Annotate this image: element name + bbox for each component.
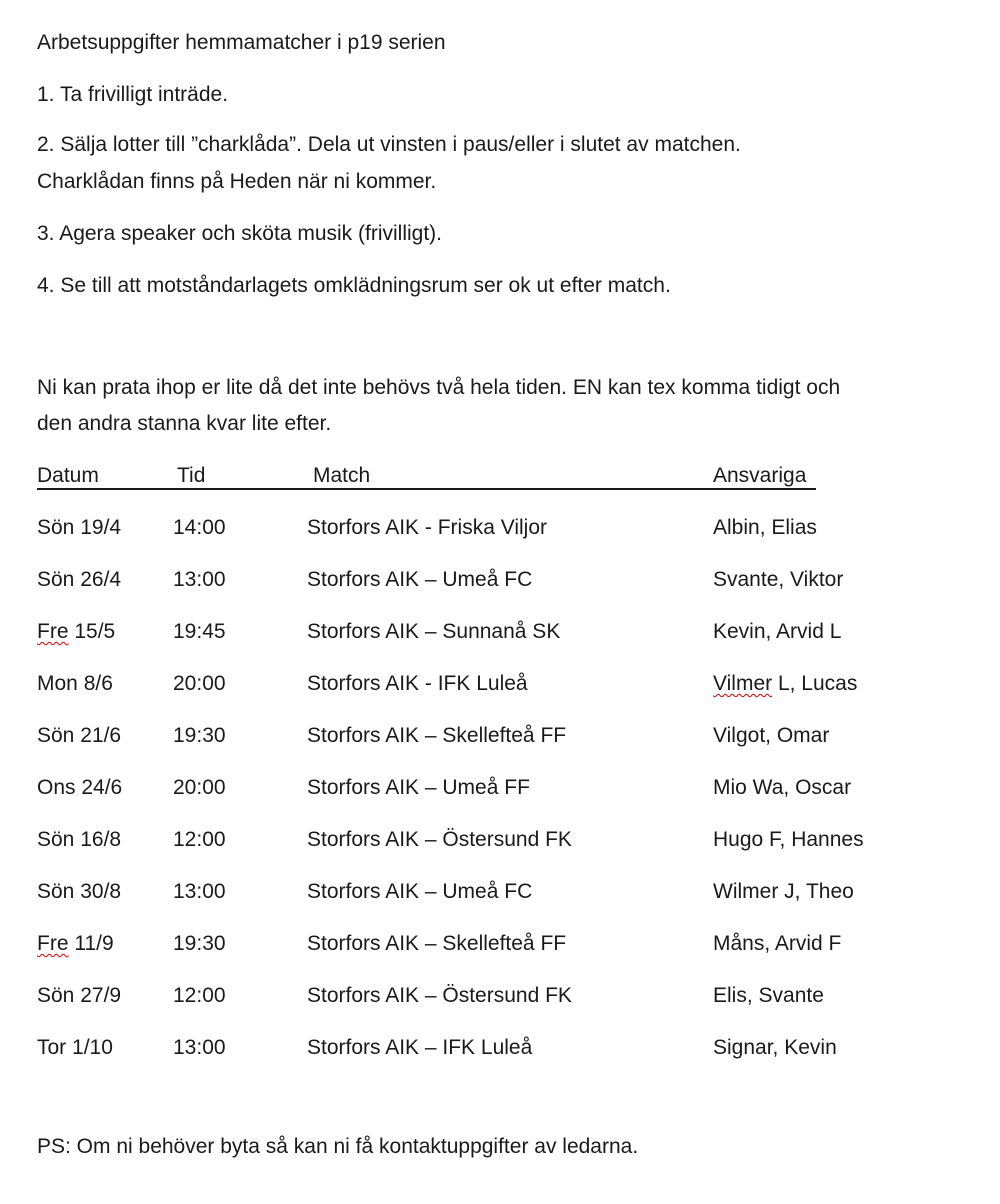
cell-match: Storfors AIK – Skellefteå FF bbox=[307, 724, 567, 747]
table-row bbox=[37, 827, 977, 853]
cell-time: 20:00 bbox=[173, 776, 226, 799]
cell-day-date: 11/9 bbox=[74, 932, 114, 955]
cell-day-date: 15/5 bbox=[74, 620, 116, 643]
table-row bbox=[37, 671, 977, 697]
table-row bbox=[37, 775, 977, 801]
cell-time: 13:00 bbox=[173, 568, 226, 591]
cell-responsible-first: Kevin, bbox=[713, 620, 772, 643]
cell-day: Sön bbox=[37, 984, 75, 1007]
header-underline bbox=[37, 488, 816, 490]
header-time: Tid bbox=[177, 464, 206, 487]
cell-day-date: 19/4 bbox=[80, 516, 122, 539]
cell-responsible-rest: Elias bbox=[765, 516, 817, 539]
cell-day: Sön bbox=[37, 516, 75, 539]
cell-responsible bbox=[713, 931, 841, 957]
cell-day: Sön bbox=[37, 828, 75, 851]
cell-date bbox=[37, 983, 121, 1009]
cell-match: Storfors AIK – Umeå FC bbox=[307, 568, 533, 591]
cell-time: 19:45 bbox=[173, 620, 226, 643]
table-row bbox=[37, 879, 977, 905]
table-row bbox=[37, 1035, 977, 1061]
cell-date bbox=[37, 931, 114, 957]
cell-time: 14:00 bbox=[173, 516, 226, 539]
cell-responsible-first: Elis, bbox=[713, 984, 753, 1007]
cell-responsible bbox=[713, 983, 824, 1009]
cell-time: 13:00 bbox=[173, 880, 226, 903]
cell-day: Sön bbox=[37, 724, 75, 747]
cell-responsible-rest: Kevin bbox=[778, 1036, 837, 1059]
cell-date bbox=[37, 723, 121, 749]
cell-time: 19:30 bbox=[173, 932, 226, 955]
table-row bbox=[37, 619, 977, 645]
cell-date bbox=[37, 1035, 113, 1061]
cell-time: 20:00 bbox=[173, 672, 226, 695]
cell-responsible-rest: L, Lucas bbox=[772, 672, 858, 695]
cell-match: Storfors AIK – IFK Luleå bbox=[307, 1036, 533, 1059]
header-responsible: Ansvariga bbox=[713, 464, 807, 487]
cell-responsible-first: Hugo bbox=[713, 828, 764, 851]
ps-note: PS: Om ni behöver byta så kan ni få kontaktuppgifter av ledarna. bbox=[37, 1135, 639, 1158]
cell-day: Tor bbox=[37, 1036, 67, 1059]
cell-match: Storfors AIK – Skellefteå FF bbox=[307, 932, 567, 955]
cell-responsible bbox=[713, 671, 857, 697]
task-2: 2. Sälja lotter till ”charklåda”. Dela ut vinsten i paus/eller i slutet av matchen. bbox=[37, 133, 741, 156]
cell-responsible-rest: Wa, Oscar bbox=[746, 776, 852, 799]
cell-responsible-first: Svante, bbox=[713, 568, 785, 591]
note-line-2: den andra stanna kvar lite efter. bbox=[37, 412, 332, 435]
cell-responsible bbox=[713, 515, 817, 541]
cell-day-date: 24/6 bbox=[81, 776, 123, 799]
table-row bbox=[37, 515, 977, 541]
cell-day-date: 8/6 bbox=[83, 672, 113, 695]
cell-responsible-first: Albin, bbox=[713, 516, 766, 539]
cell-responsible-first: Wilmer bbox=[713, 880, 779, 903]
cell-responsible-rest: Viktor bbox=[784, 568, 844, 591]
cell-responsible-first: Måns, bbox=[713, 932, 771, 955]
cell-responsible bbox=[713, 827, 864, 853]
cell-responsible-rest: Arvid F bbox=[770, 932, 842, 955]
task-4: 4. Se till att motståndarlagets omklädningsrum ser ok ut efter match. bbox=[37, 274, 671, 297]
cell-responsible bbox=[713, 1035, 837, 1061]
cell-day: Fre bbox=[37, 932, 69, 955]
cell-date bbox=[37, 879, 121, 905]
cell-responsible-rest: F, Hannes bbox=[763, 828, 864, 851]
cell-responsible-rest: Omar bbox=[771, 724, 830, 747]
task-1: 1. Ta frivilligt inträde. bbox=[37, 83, 229, 106]
cell-date bbox=[37, 775, 122, 801]
cell-date bbox=[37, 619, 115, 645]
cell-date bbox=[37, 671, 113, 697]
task-3: 3. Agera speaker och sköta musik (frivilligt). bbox=[37, 222, 442, 245]
cell-responsible-first: Vilmer bbox=[713, 672, 773, 695]
cell-responsible bbox=[713, 775, 851, 801]
cell-match: Storfors AIK – Sunnanå SK bbox=[307, 620, 561, 643]
cell-day: Sön bbox=[37, 880, 75, 903]
table-row bbox=[37, 983, 977, 1009]
header-date: Datum bbox=[37, 464, 99, 487]
cell-responsible-first: Vilgot, bbox=[713, 724, 771, 747]
cell-responsible bbox=[713, 879, 854, 905]
cell-responsible-rest: J, Theo bbox=[778, 880, 854, 903]
cell-match: Storfors AIK - IFK Luleå bbox=[307, 672, 528, 695]
cell-day-date: 26/4 bbox=[80, 568, 122, 591]
cell-responsible-rest: Arvid L bbox=[771, 620, 842, 643]
note-line-1: Ni kan prata ihop er lite då det inte behövs två hela tiden. EN kan tex komma tidigt och bbox=[37, 376, 841, 399]
cell-day-date: 1/10 bbox=[72, 1036, 113, 1059]
cell-time: 19:30 bbox=[173, 724, 226, 747]
table-row bbox=[37, 567, 977, 593]
document-page bbox=[37, 0, 977, 1204]
cell-match: Storfors AIK – Östersund FK bbox=[307, 828, 572, 851]
cell-responsible bbox=[713, 567, 843, 593]
cell-match: Storfors AIK - Friska Viljor bbox=[307, 516, 548, 539]
cell-day-date: 27/9 bbox=[80, 984, 122, 1007]
cell-day: Fre bbox=[37, 620, 69, 643]
document-title: Arbetsuppgifter hemmamatcher i p19 serien bbox=[37, 31, 446, 54]
cell-day-date: 21/6 bbox=[80, 724, 122, 747]
cell-match: Storfors AIK – Umeå FF bbox=[307, 776, 530, 799]
cell-date bbox=[37, 515, 121, 541]
cell-time: 13:00 bbox=[173, 1036, 226, 1059]
table-row bbox=[37, 931, 977, 957]
cell-responsible bbox=[713, 619, 841, 645]
cell-responsible-rest: Svante bbox=[752, 984, 824, 1007]
task-2-continued: Charklådan finns på Heden när ni kommer. bbox=[37, 170, 437, 193]
cell-date bbox=[37, 827, 121, 853]
cell-match: Storfors AIK – Umeå FC bbox=[307, 880, 533, 903]
cell-responsible-first: Signar, bbox=[713, 1036, 779, 1059]
cell-day-date: 30/8 bbox=[80, 880, 122, 903]
cell-day: Sön bbox=[37, 568, 75, 591]
cell-match: Storfors AIK – Östersund FK bbox=[307, 984, 572, 1007]
cell-responsible bbox=[713, 723, 829, 749]
cell-time: 12:00 bbox=[173, 828, 226, 851]
cell-responsible-first: Mio bbox=[713, 776, 747, 799]
table-row bbox=[37, 723, 977, 749]
header-match: Match bbox=[313, 464, 371, 487]
cell-time: 12:00 bbox=[173, 984, 226, 1007]
cell-date bbox=[37, 567, 121, 593]
cell-day: Mon bbox=[37, 672, 78, 695]
cell-day: Ons bbox=[37, 776, 76, 799]
cell-day-date: 16/8 bbox=[80, 828, 122, 851]
